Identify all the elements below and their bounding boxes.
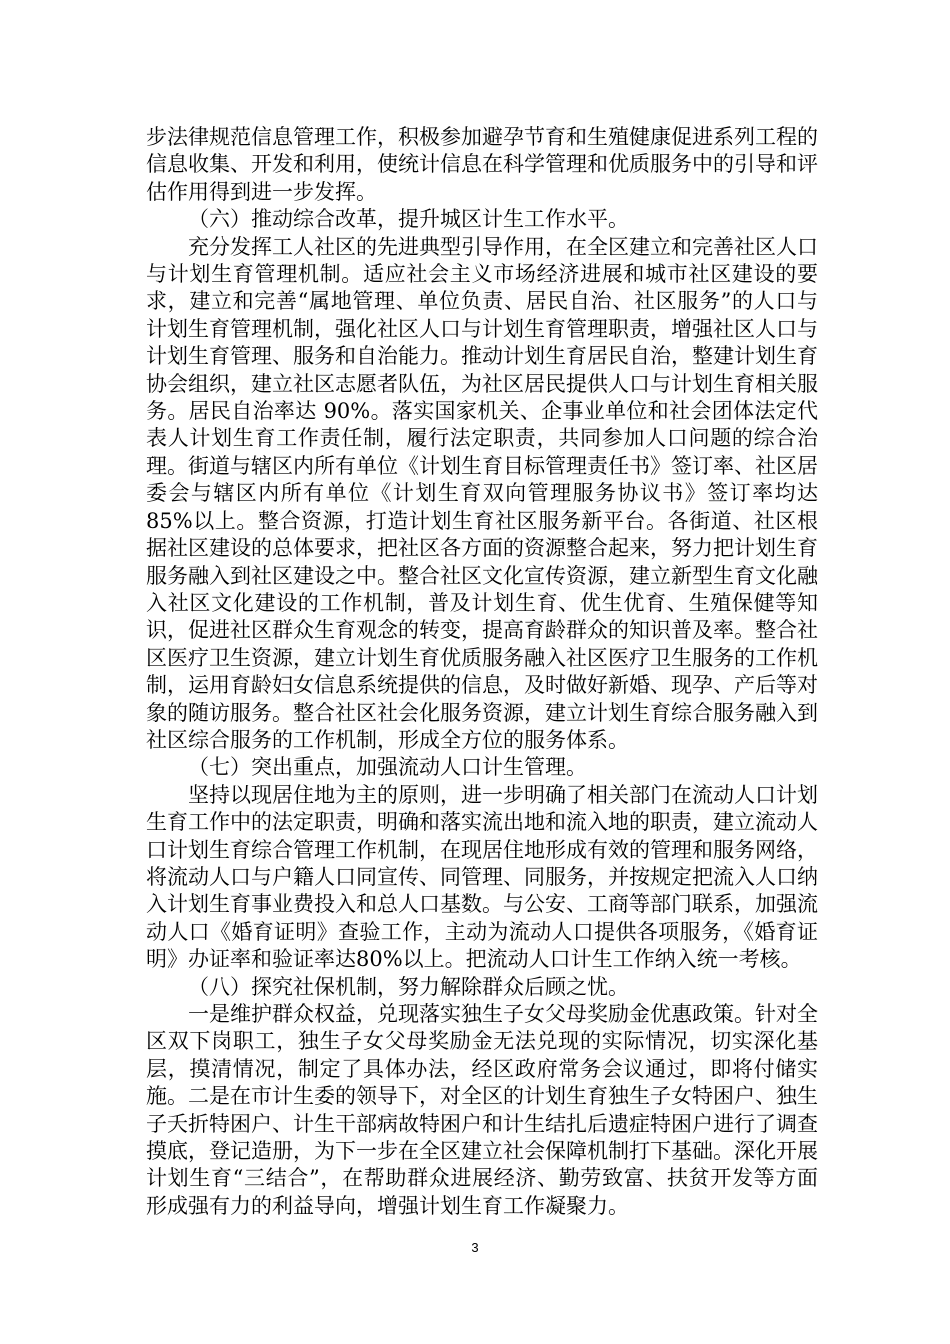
section-heading-6: （六）推动综合改革，提升城区计生工作水平。 xyxy=(188,207,629,232)
document-body xyxy=(146,124,818,1220)
paragraph-social-security: 一是维护群众权益，兑现落实独生子女父母奖励金优惠政策。针对全区双下岗职工，独生子女父母奖励金无法兑现的实际情况，切实深化基层，摸清情况，制定了具体办法，经区政府常务会议通过，即将付储实施。二是在市计生委的领导下，对全区的计划生育独生子女特困户、独生子夭折特困户、计生干部病故特困户和计生结扎后遗症特困户进行了调查摸底，登记造册，为下一步在全区建立社会保障机制打下基础。深化开展计划生育“三结合”，在帮助群众进展经济、勤劳致富、扶贫开发等方面形成强有力的利益导向，增强计划生育工作凝聚力。 xyxy=(146,1002,818,1218)
paragraph-community-management: 充分发挥工人社区的先进典型引导作用，在全区建立和完善社区人口与计划生育管理机制。适应社会主义市场经济进展和城市社区建设的要求，建立和完善“属地管理、单位负责、居民自治、社区服务”的人口与计划生育管理机制，强化社区人口与计划生育管理职责，增强社区人口与计划生育管理、服务和自治能力。推动计划生育居民自治，整建计划生育协会组织，建立社区志愿者队伍，为社区居民提供人口与计划生育相关服务。居民自治率达 90%。落实国家机关、企事业单位和社会团体法定代表人计划生育工作责任制，履行法定职责，共同参加人口问题的综合治理。街道与辖区内所有单位《计划生育目标管理责任书》签订率、社区居委会与辖区内所有单位《计划生育双向管理服务协议书》签订率均达 85%以上。整合资源，打造计划生育社区服务新平台。各街道、社区根据社区建设的总体要求，把社区各方面的资源整合起来，努力把计划生育服务融入到社区建设之中。整合社区文化宣传资源，建立新型生育文化融入社区文化建设的工作机制，普及计划生育、优生优育、生殖保健等知识，促进社区群众生育观念的转变，提高育龄群众的知识普及率。整合社区医疗卫生资源，建立计划生育优质服务融入社区医疗卫生服务的工作机制，运用育龄妇女信息系统提供的信息，及时做好新婚、现孕、产后等对象的随访服务。整合社区社会化服务资源，建立计划生育综合服务融入到社区综合服务的工作机制，形成全方位的服务体系。 xyxy=(146,234,818,752)
section-heading-8: （八）探究社保机制，努力解除群众后顾之忧。 xyxy=(188,974,629,999)
paragraph-floating-population: 坚持以现居住地为主的原则，进一步明确了相关部门在流动人口计划生育工作中的法定职责，明确和落实流出地和流入地的职责，建立流动人口计划生育综合管理工作机制，在现居住地形成有效的管理和服务网络，将流动人口与户籍人口同宣传、同管理、同服务，并按规定把流入人口纳入计划生育事业费投入和总人口基数。与公安、工商等部门联系，加强流动人口《婚育证明》查验工作，主动为流动人口提供各项服务，《婚育证明》办证率和验证率达80%以上。把流动人口计生工作纳入统一考核。 xyxy=(146,782,818,972)
paragraph-continuation: 步法律规范信息管理工作，积极参加避孕节育和生殖健康促进系列工程的信息收集、开发和利用，使统计信息在科学管理和优质服务中的引导和评估作用得到进一步发挥。 xyxy=(146,125,818,204)
page-number: 3 xyxy=(471,1240,479,1255)
section-heading-7: （七）突出重点，加强流动人口计生管理。 xyxy=(188,755,587,780)
